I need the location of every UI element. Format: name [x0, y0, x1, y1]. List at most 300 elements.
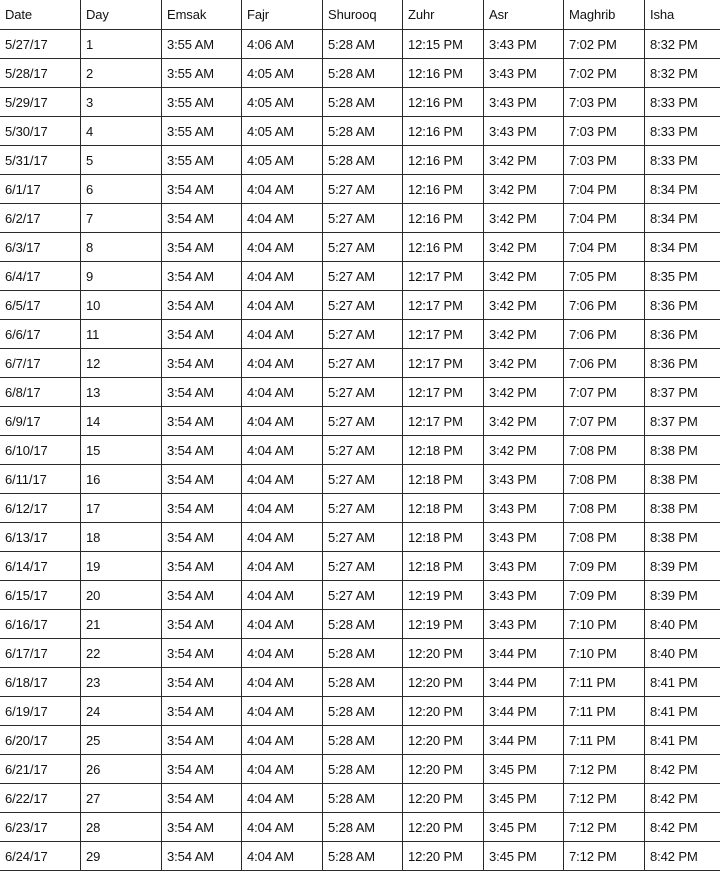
cell-date: 6/23/17 [0, 813, 81, 842]
cell-emsak: 3:54 AM [162, 552, 242, 581]
cell-day: 19 [81, 552, 162, 581]
cell-asr: 3:44 PM [484, 697, 564, 726]
cell-date: 6/14/17 [0, 552, 81, 581]
cell-isha: 8:38 PM [645, 523, 720, 552]
cell-asr: 3:43 PM [484, 523, 564, 552]
cell-date: 5/27/17 [0, 30, 81, 59]
cell-emsak: 3:54 AM [162, 610, 242, 639]
cell-emsak: 3:54 AM [162, 842, 242, 871]
cell-zuhr: 12:17 PM [403, 407, 484, 436]
table-row [0, 59, 720, 88]
cell-emsak: 3:54 AM [162, 320, 242, 349]
cell-day: 24 [81, 697, 162, 726]
cell-asr: 3:42 PM [484, 204, 564, 233]
cell-day: 12 [81, 349, 162, 378]
cell-asr: 3:45 PM [484, 842, 564, 871]
header-fajr: Fajr [242, 0, 323, 30]
cell-shurooq: 5:27 AM [323, 233, 403, 262]
cell-maghrib: 7:03 PM [564, 117, 645, 146]
cell-zuhr: 12:20 PM [403, 726, 484, 755]
cell-shurooq: 5:27 AM [323, 552, 403, 581]
cell-asr: 3:43 PM [484, 494, 564, 523]
table-row [0, 320, 720, 349]
cell-shurooq: 5:28 AM [323, 146, 403, 175]
cell-shurooq: 5:28 AM [323, 726, 403, 755]
table-row [0, 117, 720, 146]
table-row [0, 610, 720, 639]
cell-fajr: 4:04 AM [242, 784, 323, 813]
table-row [0, 291, 720, 320]
cell-zuhr: 12:16 PM [403, 233, 484, 262]
cell-day: 13 [81, 378, 162, 407]
table-row [0, 233, 720, 262]
cell-date: 5/29/17 [0, 88, 81, 117]
cell-shurooq: 5:28 AM [323, 755, 403, 784]
cell-zuhr: 12:16 PM [403, 175, 484, 204]
cell-fajr: 4:04 AM [242, 378, 323, 407]
cell-zuhr: 12:20 PM [403, 639, 484, 668]
cell-asr: 3:43 PM [484, 581, 564, 610]
cell-shurooq: 5:27 AM [323, 291, 403, 320]
cell-date: 6/7/17 [0, 349, 81, 378]
table-row [0, 726, 720, 755]
cell-emsak: 3:55 AM [162, 146, 242, 175]
cell-day: 16 [81, 465, 162, 494]
cell-fajr: 4:04 AM [242, 291, 323, 320]
cell-zuhr: 12:20 PM [403, 784, 484, 813]
cell-emsak: 3:54 AM [162, 291, 242, 320]
cell-date: 6/17/17 [0, 639, 81, 668]
cell-asr: 3:44 PM [484, 726, 564, 755]
cell-maghrib: 7:03 PM [564, 146, 645, 175]
cell-date: 6/5/17 [0, 291, 81, 320]
cell-fajr: 4:04 AM [242, 204, 323, 233]
cell-shurooq: 5:27 AM [323, 407, 403, 436]
cell-maghrib: 7:03 PM [564, 88, 645, 117]
cell-isha: 8:38 PM [645, 494, 720, 523]
cell-day: 10 [81, 291, 162, 320]
cell-maghrib: 7:10 PM [564, 610, 645, 639]
cell-fajr: 4:04 AM [242, 726, 323, 755]
cell-shurooq: 5:28 AM [323, 30, 403, 59]
table-row [0, 581, 720, 610]
cell-isha: 8:42 PM [645, 755, 720, 784]
cell-day: 22 [81, 639, 162, 668]
header-shurooq: Shurooq [323, 0, 403, 30]
cell-shurooq: 5:27 AM [323, 349, 403, 378]
cell-isha: 8:32 PM [645, 30, 720, 59]
header-asr: Asr [484, 0, 564, 30]
cell-maghrib: 7:07 PM [564, 378, 645, 407]
table-row [0, 813, 720, 842]
cell-maghrib: 7:08 PM [564, 494, 645, 523]
cell-asr: 3:42 PM [484, 320, 564, 349]
cell-asr: 3:42 PM [484, 262, 564, 291]
table-row [0, 88, 720, 117]
table-row [0, 262, 720, 291]
cell-isha: 8:36 PM [645, 320, 720, 349]
cell-day: 8 [81, 233, 162, 262]
cell-maghrib: 7:09 PM [564, 552, 645, 581]
cell-isha: 8:36 PM [645, 349, 720, 378]
cell-fajr: 4:04 AM [242, 494, 323, 523]
table-row [0, 465, 720, 494]
cell-fajr: 4:04 AM [242, 581, 323, 610]
cell-day: 18 [81, 523, 162, 552]
cell-isha: 8:41 PM [645, 668, 720, 697]
cell-shurooq: 5:28 AM [323, 610, 403, 639]
table-row [0, 436, 720, 465]
cell-isha: 8:42 PM [645, 842, 720, 871]
cell-shurooq: 5:28 AM [323, 639, 403, 668]
cell-fajr: 4:05 AM [242, 117, 323, 146]
cell-zuhr: 12:17 PM [403, 320, 484, 349]
cell-maghrib: 7:02 PM [564, 30, 645, 59]
cell-fajr: 4:04 AM [242, 639, 323, 668]
cell-shurooq: 5:27 AM [323, 581, 403, 610]
cell-isha: 8:40 PM [645, 639, 720, 668]
cell-isha: 8:38 PM [645, 436, 720, 465]
cell-date: 5/31/17 [0, 146, 81, 175]
cell-day: 26 [81, 755, 162, 784]
cell-fajr: 4:04 AM [242, 842, 323, 871]
cell-date: 6/1/17 [0, 175, 81, 204]
cell-day: 20 [81, 581, 162, 610]
cell-day: 25 [81, 726, 162, 755]
cell-maghrib: 7:04 PM [564, 175, 645, 204]
cell-shurooq: 5:27 AM [323, 465, 403, 494]
cell-maghrib: 7:12 PM [564, 813, 645, 842]
cell-shurooq: 5:27 AM [323, 523, 403, 552]
cell-emsak: 3:55 AM [162, 88, 242, 117]
cell-fajr: 4:04 AM [242, 233, 323, 262]
cell-emsak: 3:54 AM [162, 175, 242, 204]
cell-asr: 3:43 PM [484, 552, 564, 581]
cell-emsak: 3:54 AM [162, 494, 242, 523]
cell-maghrib: 7:04 PM [564, 204, 645, 233]
table-row [0, 175, 720, 204]
cell-day: 4 [81, 117, 162, 146]
cell-shurooq: 5:28 AM [323, 697, 403, 726]
cell-date: 6/18/17 [0, 668, 81, 697]
cell-day: 6 [81, 175, 162, 204]
cell-day: 9 [81, 262, 162, 291]
cell-shurooq: 5:27 AM [323, 262, 403, 291]
cell-maghrib: 7:07 PM [564, 407, 645, 436]
cell-emsak: 3:55 AM [162, 59, 242, 88]
header-isha: Isha [645, 0, 720, 30]
cell-day: 27 [81, 784, 162, 813]
cell-maghrib: 7:10 PM [564, 639, 645, 668]
cell-emsak: 3:55 AM [162, 30, 242, 59]
cell-zuhr: 12:16 PM [403, 117, 484, 146]
cell-asr: 3:42 PM [484, 146, 564, 175]
cell-emsak: 3:54 AM [162, 204, 242, 233]
cell-asr: 3:43 PM [484, 117, 564, 146]
cell-date: 6/12/17 [0, 494, 81, 523]
cell-fajr: 4:04 AM [242, 262, 323, 291]
cell-date: 5/30/17 [0, 117, 81, 146]
cell-shurooq: 5:28 AM [323, 668, 403, 697]
table-row [0, 378, 720, 407]
cell-day: 15 [81, 436, 162, 465]
cell-date: 6/3/17 [0, 233, 81, 262]
cell-zuhr: 12:16 PM [403, 59, 484, 88]
cell-maghrib: 7:08 PM [564, 523, 645, 552]
cell-asr: 3:43 PM [484, 465, 564, 494]
cell-isha: 8:34 PM [645, 204, 720, 233]
cell-zuhr: 12:17 PM [403, 349, 484, 378]
cell-shurooq: 5:28 AM [323, 784, 403, 813]
cell-emsak: 3:54 AM [162, 813, 242, 842]
cell-isha: 8:39 PM [645, 552, 720, 581]
cell-date: 6/20/17 [0, 726, 81, 755]
cell-asr: 3:44 PM [484, 639, 564, 668]
cell-isha: 8:33 PM [645, 88, 720, 117]
cell-fajr: 4:04 AM [242, 175, 323, 204]
cell-date: 5/28/17 [0, 59, 81, 88]
table-row [0, 494, 720, 523]
table-row [0, 755, 720, 784]
table-row [0, 842, 720, 871]
cell-zuhr: 12:18 PM [403, 465, 484, 494]
cell-zuhr: 12:20 PM [403, 813, 484, 842]
cell-day: 23 [81, 668, 162, 697]
cell-fajr: 4:04 AM [242, 320, 323, 349]
table-row [0, 146, 720, 175]
cell-isha: 8:37 PM [645, 407, 720, 436]
cell-zuhr: 12:18 PM [403, 523, 484, 552]
cell-emsak: 3:54 AM [162, 378, 242, 407]
cell-isha: 8:41 PM [645, 697, 720, 726]
cell-isha: 8:33 PM [645, 146, 720, 175]
cell-fajr: 4:04 AM [242, 523, 323, 552]
cell-maghrib: 7:11 PM [564, 726, 645, 755]
table-row [0, 523, 720, 552]
cell-isha: 8:32 PM [645, 59, 720, 88]
cell-maghrib: 7:09 PM [564, 581, 645, 610]
cell-zuhr: 12:17 PM [403, 378, 484, 407]
cell-date: 6/15/17 [0, 581, 81, 610]
table-row [0, 784, 720, 813]
table-row [0, 639, 720, 668]
cell-emsak: 3:54 AM [162, 349, 242, 378]
cell-isha: 8:33 PM [645, 117, 720, 146]
cell-shurooq: 5:27 AM [323, 436, 403, 465]
cell-emsak: 3:54 AM [162, 407, 242, 436]
cell-isha: 8:37 PM [645, 378, 720, 407]
cell-maghrib: 7:06 PM [564, 291, 645, 320]
cell-day: 2 [81, 59, 162, 88]
cell-fajr: 4:04 AM [242, 697, 323, 726]
cell-date: 6/19/17 [0, 697, 81, 726]
cell-asr: 3:45 PM [484, 813, 564, 842]
cell-day: 28 [81, 813, 162, 842]
cell-maghrib: 7:12 PM [564, 755, 645, 784]
cell-shurooq: 5:27 AM [323, 494, 403, 523]
cell-day: 5 [81, 146, 162, 175]
cell-zuhr: 12:18 PM [403, 552, 484, 581]
cell-emsak: 3:54 AM [162, 465, 242, 494]
cell-fajr: 4:04 AM [242, 755, 323, 784]
cell-asr: 3:42 PM [484, 436, 564, 465]
cell-emsak: 3:54 AM [162, 581, 242, 610]
cell-zuhr: 12:18 PM [403, 436, 484, 465]
cell-day: 1 [81, 30, 162, 59]
cell-emsak: 3:54 AM [162, 755, 242, 784]
cell-asr: 3:43 PM [484, 610, 564, 639]
cell-zuhr: 12:15 PM [403, 30, 484, 59]
cell-maghrib: 7:08 PM [564, 436, 645, 465]
cell-maghrib: 7:12 PM [564, 784, 645, 813]
table-row [0, 349, 720, 378]
cell-isha: 8:38 PM [645, 465, 720, 494]
cell-shurooq: 5:28 AM [323, 842, 403, 871]
cell-day: 29 [81, 842, 162, 871]
cell-shurooq: 5:28 AM [323, 88, 403, 117]
cell-emsak: 3:54 AM [162, 233, 242, 262]
cell-date: 6/13/17 [0, 523, 81, 552]
cell-shurooq: 5:27 AM [323, 320, 403, 349]
cell-date: 6/2/17 [0, 204, 81, 233]
cell-zuhr: 12:17 PM [403, 291, 484, 320]
table-row [0, 204, 720, 233]
table-header [0, 0, 720, 30]
cell-asr: 3:43 PM [484, 59, 564, 88]
cell-isha: 8:34 PM [645, 175, 720, 204]
cell-emsak: 3:54 AM [162, 262, 242, 291]
cell-asr: 3:42 PM [484, 378, 564, 407]
cell-isha: 8:42 PM [645, 813, 720, 842]
header-date: Date [0, 0, 81, 30]
cell-shurooq: 5:28 AM [323, 117, 403, 146]
cell-fajr: 4:05 AM [242, 88, 323, 117]
cell-day: 17 [81, 494, 162, 523]
cell-asr: 3:44 PM [484, 668, 564, 697]
cell-emsak: 3:54 AM [162, 639, 242, 668]
header-row [0, 0, 720, 30]
cell-zuhr: 12:16 PM [403, 146, 484, 175]
cell-fajr: 4:04 AM [242, 436, 323, 465]
cell-maghrib: 7:05 PM [564, 262, 645, 291]
cell-day: 14 [81, 407, 162, 436]
cell-day: 7 [81, 204, 162, 233]
cell-shurooq: 5:27 AM [323, 204, 403, 233]
cell-date: 6/24/17 [0, 842, 81, 871]
cell-zuhr: 12:20 PM [403, 755, 484, 784]
cell-zuhr: 12:20 PM [403, 842, 484, 871]
cell-fajr: 4:06 AM [242, 30, 323, 59]
cell-maghrib: 7:11 PM [564, 697, 645, 726]
cell-fajr: 4:04 AM [242, 813, 323, 842]
cell-fajr: 4:04 AM [242, 465, 323, 494]
cell-shurooq: 5:27 AM [323, 378, 403, 407]
cell-zuhr: 12:16 PM [403, 204, 484, 233]
cell-fajr: 4:04 AM [242, 668, 323, 697]
cell-day: 11 [81, 320, 162, 349]
cell-fajr: 4:04 AM [242, 407, 323, 436]
table-row [0, 407, 720, 436]
cell-asr: 3:42 PM [484, 175, 564, 204]
cell-day: 3 [81, 88, 162, 117]
cell-zuhr: 12:19 PM [403, 610, 484, 639]
cell-isha: 8:40 PM [645, 610, 720, 639]
cell-maghrib: 7:08 PM [564, 465, 645, 494]
cell-emsak: 3:54 AM [162, 436, 242, 465]
cell-zuhr: 12:18 PM [403, 494, 484, 523]
table-row [0, 668, 720, 697]
cell-emsak: 3:54 AM [162, 784, 242, 813]
cell-isha: 8:36 PM [645, 291, 720, 320]
cell-maghrib: 7:06 PM [564, 320, 645, 349]
cell-fajr: 4:04 AM [242, 610, 323, 639]
header-emsak: Emsak [162, 0, 242, 30]
cell-maghrib: 7:06 PM [564, 349, 645, 378]
cell-asr: 3:42 PM [484, 291, 564, 320]
cell-date: 6/11/17 [0, 465, 81, 494]
cell-emsak: 3:54 AM [162, 697, 242, 726]
cell-shurooq: 5:27 AM [323, 175, 403, 204]
cell-emsak: 3:54 AM [162, 523, 242, 552]
cell-date: 6/21/17 [0, 755, 81, 784]
cell-fajr: 4:05 AM [242, 59, 323, 88]
cell-date: 6/22/17 [0, 784, 81, 813]
table-row [0, 30, 720, 59]
cell-maghrib: 7:12 PM [564, 842, 645, 871]
cell-emsak: 3:54 AM [162, 668, 242, 697]
cell-isha: 8:35 PM [645, 262, 720, 291]
cell-maghrib: 7:02 PM [564, 59, 645, 88]
cell-asr: 3:45 PM [484, 755, 564, 784]
cell-isha: 8:42 PM [645, 784, 720, 813]
header-day: Day [81, 0, 162, 30]
cell-asr: 3:43 PM [484, 30, 564, 59]
header-maghrib: Maghrib [564, 0, 645, 30]
cell-asr: 3:45 PM [484, 784, 564, 813]
cell-emsak: 3:55 AM [162, 117, 242, 146]
cell-date: 6/16/17 [0, 610, 81, 639]
cell-zuhr: 12:19 PM [403, 581, 484, 610]
cell-asr: 3:42 PM [484, 407, 564, 436]
cell-date: 6/6/17 [0, 320, 81, 349]
table-body [0, 30, 720, 871]
cell-asr: 3:42 PM [484, 233, 564, 262]
cell-date: 6/9/17 [0, 407, 81, 436]
cell-fajr: 4:04 AM [242, 552, 323, 581]
cell-zuhr: 12:20 PM [403, 668, 484, 697]
table-row [0, 697, 720, 726]
cell-maghrib: 7:04 PM [564, 233, 645, 262]
cell-shurooq: 5:28 AM [323, 59, 403, 88]
cell-isha: 8:41 PM [645, 726, 720, 755]
cell-zuhr: 12:20 PM [403, 697, 484, 726]
cell-isha: 8:34 PM [645, 233, 720, 262]
cell-asr: 3:42 PM [484, 349, 564, 378]
cell-maghrib: 7:11 PM [564, 668, 645, 697]
cell-fajr: 4:05 AM [242, 146, 323, 175]
cell-date: 6/8/17 [0, 378, 81, 407]
cell-date: 6/10/17 [0, 436, 81, 465]
cell-zuhr: 12:17 PM [403, 262, 484, 291]
cell-shurooq: 5:28 AM [323, 813, 403, 842]
cell-isha: 8:39 PM [645, 581, 720, 610]
cell-zuhr: 12:16 PM [403, 88, 484, 117]
cell-emsak: 3:54 AM [162, 726, 242, 755]
cell-day: 21 [81, 610, 162, 639]
cell-fajr: 4:04 AM [242, 349, 323, 378]
cell-asr: 3:43 PM [484, 88, 564, 117]
cell-date: 6/4/17 [0, 262, 81, 291]
